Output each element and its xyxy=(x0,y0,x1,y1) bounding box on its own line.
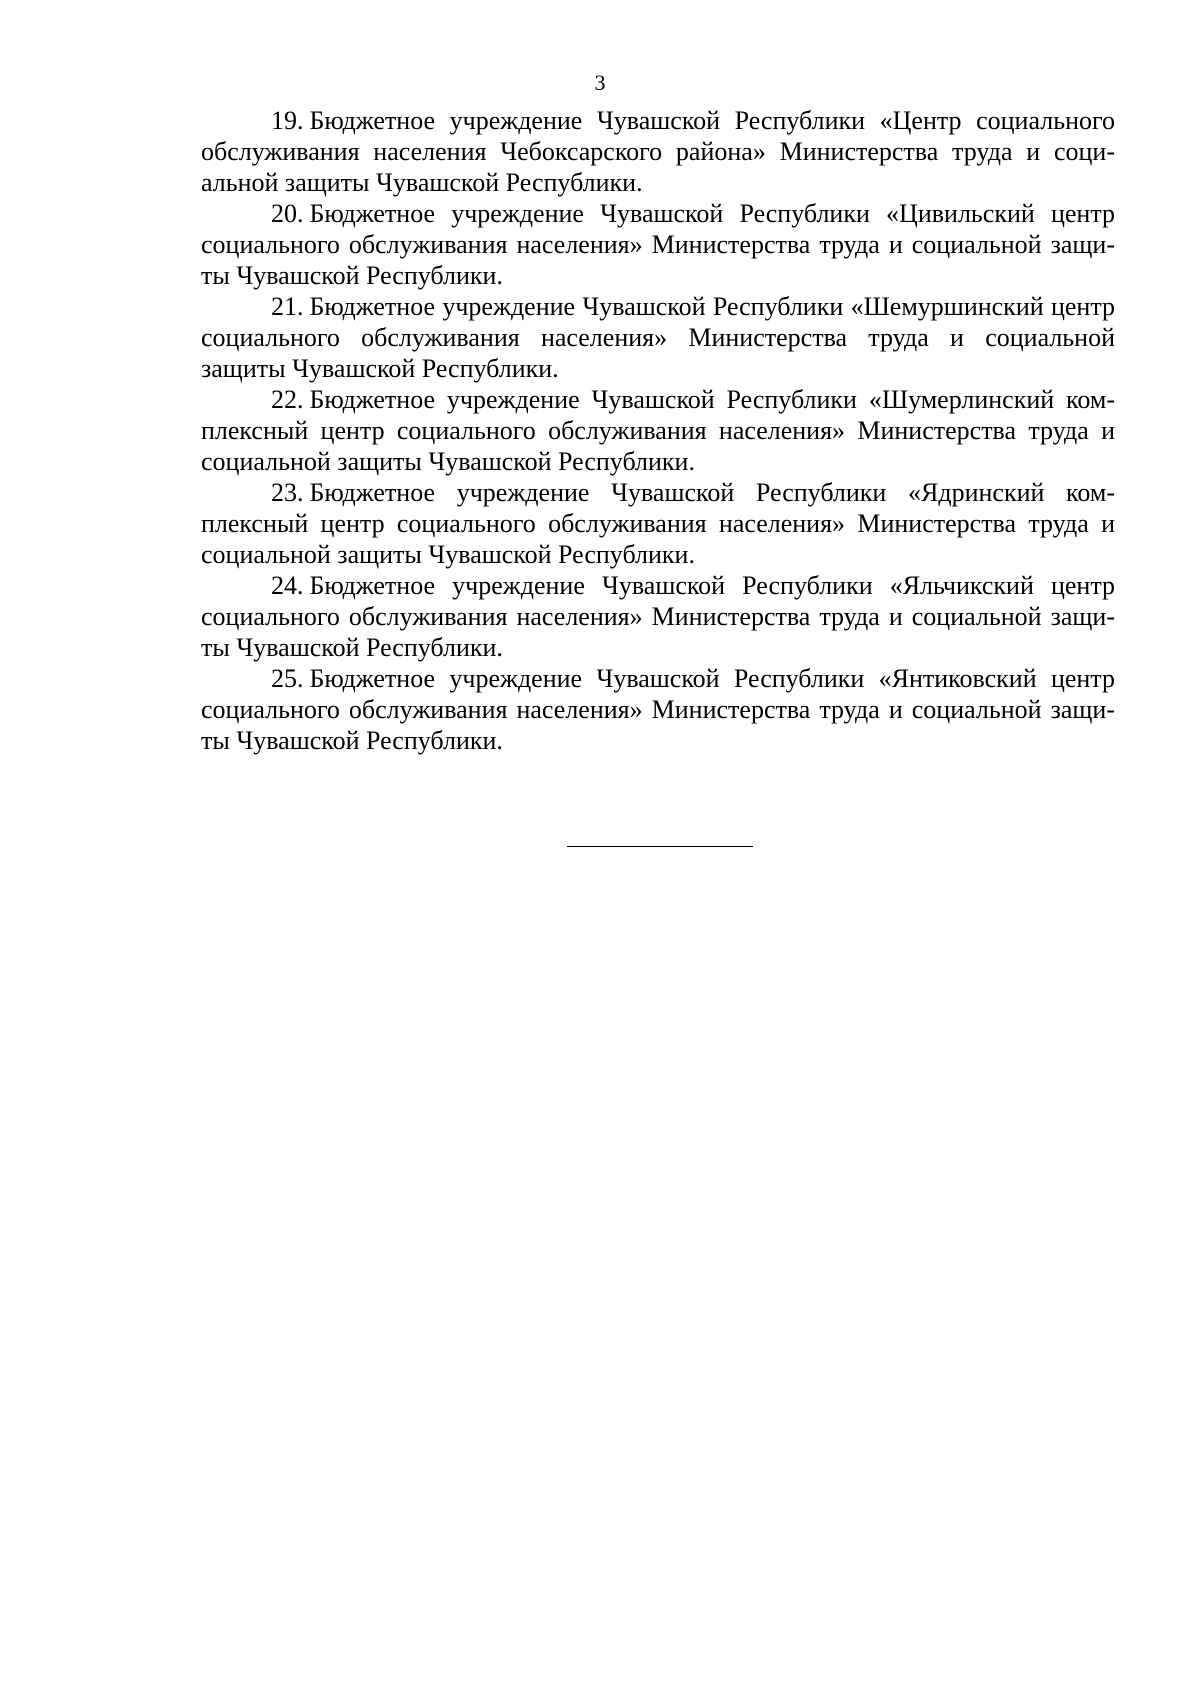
item-text: Бюджетное учреждение Чувашской Республики «Шемуршинский центр социального обслуживания населения» Министерства труда и социальной защиты Чувашской Республики. xyxy=(201,292,1115,383)
item-text: Бюджетное учреждение Чувашской Республики «Янтиковский центр социального обслуживания населения» Министерства труда и социальной защиты Чувашской Республики. xyxy=(201,664,1115,755)
item-number: 24. xyxy=(271,571,304,600)
list-item-25 xyxy=(201,663,1115,756)
item-number: 25. xyxy=(271,664,304,693)
list-item-22 xyxy=(201,384,1115,477)
item-number: 19. xyxy=(271,106,304,135)
item-text: Бюджетное учреждение Чувашской Республики «Центр социального обслуживания населения Чебоксарского района» Министерства труда и социальной защиты Чувашской Республики. xyxy=(201,106,1115,197)
document-body xyxy=(201,105,1115,756)
item-number: 23. xyxy=(271,478,304,507)
item-text: Бюджетное учреждение Чувашской Республики «Цивильский центр социального обслуживания населения» Министерства труда и социальной защиты Чувашской Республики. xyxy=(201,199,1115,290)
item-number: 20. xyxy=(271,199,304,228)
item-number: 21. xyxy=(271,292,304,321)
page-number: 3 xyxy=(594,70,606,95)
list-item-19 xyxy=(201,105,1115,198)
list-item-20 xyxy=(201,198,1115,291)
end-of-document-divider xyxy=(567,846,753,847)
item-text: Бюджетное учреждение Чувашской Республики «Яльчикский центр социального обслуживания населения» Министерства труда и социальной защиты Чувашской Республики. xyxy=(201,571,1115,662)
item-number: 22. xyxy=(271,385,304,414)
item-text: Бюджетное учреждение Чувашской Республики «Шумерлинский комплексный центр социального обслуживания населения» Министерства труда и социальной защиты Чувашской Республики. xyxy=(201,385,1115,476)
list-item-21 xyxy=(201,291,1115,384)
item-text: Бюджетное учреждение Чувашской Республики «Ядринский комплексный центр социального обслуживания населения» Министерства труда и социальной защиты Чувашской Республики. xyxy=(201,478,1115,569)
list-item-23 xyxy=(201,477,1115,570)
list-item-24 xyxy=(201,570,1115,663)
